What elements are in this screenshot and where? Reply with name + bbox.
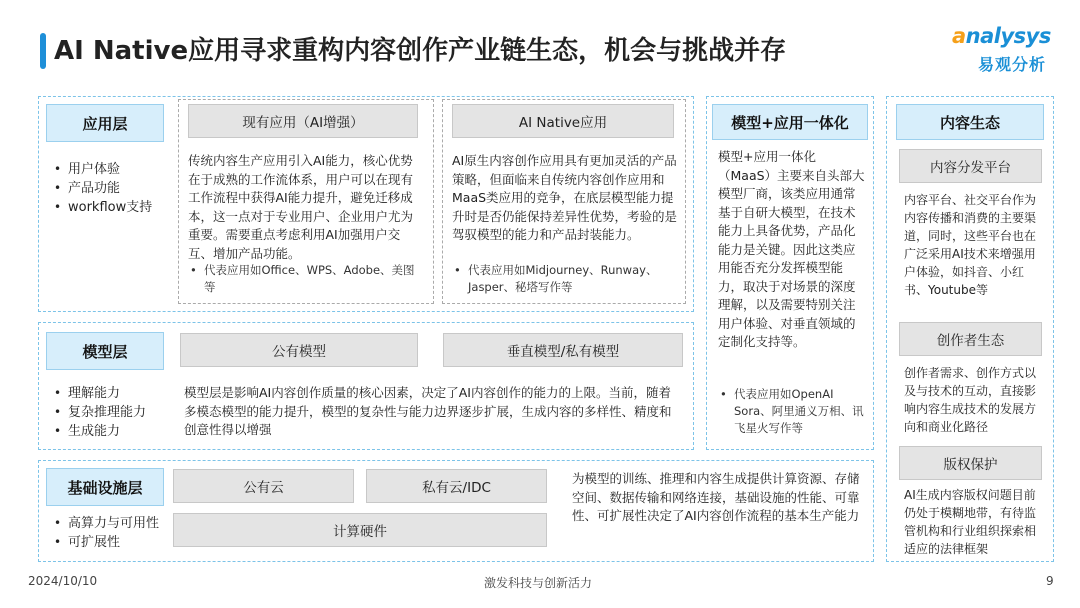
integration-body: 模型+应用一体化（MaaS）主要来自头部大模型厂商，该类应用通常基于自研大模型，在技术能力上具备优势，产品化能力是关键。因此这类应用能否充分发挥模型能力，取决于对场景的深度理解，以及需要特别关注用户体验、对垂直领域的定制化支持等。 (718, 149, 865, 349)
list-item: • 复杂推理能力 (54, 403, 146, 422)
existing-app-body: 传统内容生产应用引入AI能力，核心优势在于成熟的工作流体系，用户可以在现有工作流程中获得AI能力提升，避免迁移成本，这一点对于专业用户、企业用户尤为重要。需要重点考虑利用AI加强用户交互、增加产品功能。 (188, 153, 414, 261)
page-title: AI Native应用寻求重构内容创作产业链生态，机会与挑战并存 (54, 36, 787, 66)
logo-chinese: 易观分析 (978, 55, 1047, 74)
app-layer-tag: 应用层 (46, 104, 164, 142)
computing-hardware-box: 计算硬件 (173, 513, 547, 547)
footer-date: 2024/10/10 (28, 574, 98, 588)
list-item: • 产品功能 (54, 179, 152, 198)
existing-app-example: • 代表应用如Office、WPS、Adobe、美图等 (190, 262, 426, 296)
list-item: • 用户体验 (54, 160, 152, 179)
app-layer-bullets (54, 160, 152, 217)
public-cloud-box: 公有云 (173, 469, 354, 503)
infra-layer-tag: 基础设施层 (46, 468, 164, 506)
distribution-platform-box: 内容分发平台 (899, 149, 1042, 183)
vertical-model-box: 垂直模型/私有模型 (443, 333, 683, 367)
model-layer-body: 模型层是影响AI内容创作质量的核心因素，决定了AI内容创作的能力的上限。当前，随着多模态模型的能力提升，模型的复杂性与能力边界逐步扩展，生成内容的多样性、精度和创意性得以增强 (184, 385, 672, 437)
infra-layer-bullets (54, 514, 159, 552)
logo-english-rest: nalysys (965, 24, 1051, 48)
logo-initial: a (952, 24, 966, 48)
model-layer-tag: 模型层 (46, 332, 164, 370)
page-number: 9 (1046, 574, 1054, 588)
list-item: • 高算力与可用性 (54, 514, 159, 533)
existing-app-title: 现有应用（AI增强） (188, 104, 418, 138)
integration-tag: 模型+应用一体化 (712, 104, 868, 140)
analysys-logo (952, 24, 1062, 80)
footer-slogan: 激发科技与创新活力 (484, 576, 593, 590)
list-item: • 可扩展性 (54, 533, 159, 552)
copyright-protection-body: AI生成内容版权问题目前仍处于模糊地带，有待监管机构和行业组织探索相适应的法律框架 (904, 488, 1037, 556)
list-item: • 生成能力 (54, 422, 146, 441)
integration-example: • 代表应用如OpenAI Sora、阿里通义万相、讯飞星火写作等 (720, 386, 866, 437)
creator-ecosystem-body: 创作者需求、创作方式以及与技术的互动，直接影响内容生成技术的发展方向和商业化路径 (904, 366, 1037, 434)
list-item: • workflow支持 (54, 198, 152, 217)
copyright-protection-box: 版权保护 (899, 446, 1042, 480)
private-cloud-box: 私有云/IDC (366, 469, 547, 503)
list-item: • 理解能力 (54, 384, 146, 403)
infra-layer-body: 为模型的训练、推理和内容生成提供计算资源、存储空间、数据传输和网络连接，基础设施的性能、可靠性、可扩展性决定了AI内容创作流程的基本生产能力 (572, 471, 860, 523)
title-accent-bar (40, 33, 46, 69)
logo-english (952, 24, 1051, 48)
native-app-example: • 代表应用如Midjourney、Runway、Jasper、秘塔写作等 (454, 262, 680, 296)
creator-ecosystem-box: 创作者生态 (899, 322, 1042, 356)
ecosystem-tag: 内容生态 (896, 104, 1044, 140)
distribution-platform-body: 内容平台、社交平台作为内容传播和消费的主要渠道，同时，这些平台也在广泛采用AI技术来增强用户体验，如抖音、小红书、Youtube等 (904, 193, 1037, 297)
public-model-box: 公有模型 (180, 333, 418, 367)
native-app-body: AI原生内容创作应用具有更加灵活的产品策略，但面临来自传统内容创作应用和MaaS类应用的竞争，在底层模型能力提升时是否仍能保持差异性优势，考验的是驾驭模型的能力和产品封装能力。 (452, 153, 678, 242)
native-app-title: AI Native应用 (452, 104, 674, 138)
model-layer-bullets (54, 384, 146, 441)
